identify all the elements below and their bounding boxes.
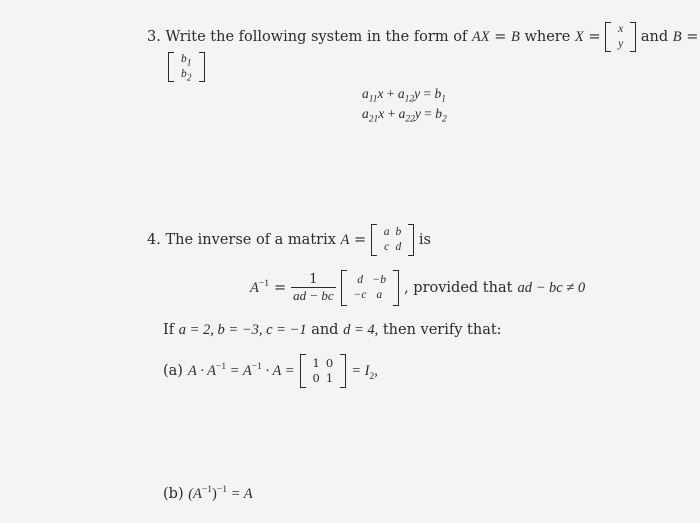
matrix-a-cell: a (383, 226, 390, 238)
identity-cell: 1 (325, 371, 334, 385)
where-text: where (524, 29, 571, 45)
and-text: and (640, 29, 669, 45)
matrix-a-cell: d (395, 241, 402, 253)
problem-4-text: The inverse of a matrix (165, 232, 336, 248)
fraction-numerator: 1 (309, 272, 318, 287)
d-value: d = 4, (343, 322, 379, 338)
a-eq: = (353, 232, 367, 248)
part-a-lhs: $A \cdot A^{-1} = A^{-1} \cdot A$ = (187, 361, 295, 379)
part-b-expression: $(A^{-1})^{-1} = A$ (188, 485, 253, 502)
adjugate-cell: −b (372, 274, 387, 286)
matrix-a-cell: c (384, 241, 390, 253)
problem-4-number: 4. (147, 232, 161, 248)
eq-b: B (511, 29, 520, 45)
adjugate-matrix (341, 270, 399, 306)
inverse-formula (250, 270, 585, 306)
part-a-rhs: = $I_2$, (351, 362, 378, 382)
x-eq: = (588, 29, 601, 45)
problem-4-statement (147, 224, 431, 256)
b-vector-cell: $b_1$ (181, 53, 192, 69)
x-vector-cell: x (618, 23, 624, 35)
eq-ax: AX (471, 29, 490, 45)
a-label: A (340, 232, 350, 248)
values-text: a = 2, b = −3, c = −1 (178, 322, 307, 338)
part-b (163, 486, 253, 503)
verify-text: then verify that: (382, 322, 502, 338)
equation-1: $a_{11}x + a_{12}y = b_1$ (362, 86, 447, 105)
is-text: is (418, 232, 431, 248)
b-label: B (672, 29, 682, 45)
matrix-a-cell: b (395, 226, 402, 238)
and-text-2: and (311, 322, 339, 338)
part-b-label: (b) (163, 486, 184, 502)
problem-3-text: Write the following system in the form of (165, 29, 468, 45)
adjugate-cell: d (357, 274, 363, 286)
part-a-label: (a) (163, 363, 183, 379)
x-label: X (574, 29, 584, 45)
fraction-denominator: ad − bc (293, 288, 334, 303)
b-eq: = (686, 29, 699, 45)
identity-cell: 1 (312, 356, 320, 370)
given-values (163, 322, 502, 339)
problem-3-number: 3. (147, 29, 161, 45)
matrix-a (371, 224, 415, 256)
b-vector-cell: $b_2$ (181, 68, 192, 84)
inverse-fraction (291, 272, 336, 304)
x-vector-cell: y (618, 38, 624, 50)
provided-text: , provided that (404, 280, 513, 296)
eq-sign: = (494, 29, 507, 45)
problem-3-statement (147, 22, 698, 52)
adjugate-cell: a (376, 289, 383, 301)
identity-cell: 0 (325, 356, 334, 370)
inverse-eq: = (273, 280, 287, 296)
x-vector (605, 22, 636, 52)
b-vector-wrap (168, 52, 205, 82)
adjugate-cell: −c (353, 289, 367, 301)
part-a (163, 354, 378, 388)
system-equations (362, 84, 447, 124)
equation-2: $a_{21}x + a_{22}y = b_2$ (362, 106, 447, 125)
identity-cell: 0 (312, 371, 320, 385)
b-vector (168, 52, 205, 82)
identity-matrix (300, 354, 347, 388)
inverse-label: $A^{-1}$ (250, 278, 269, 296)
condition: ad − bc ≠ 0 (517, 279, 586, 296)
if-text: If (163, 322, 175, 338)
